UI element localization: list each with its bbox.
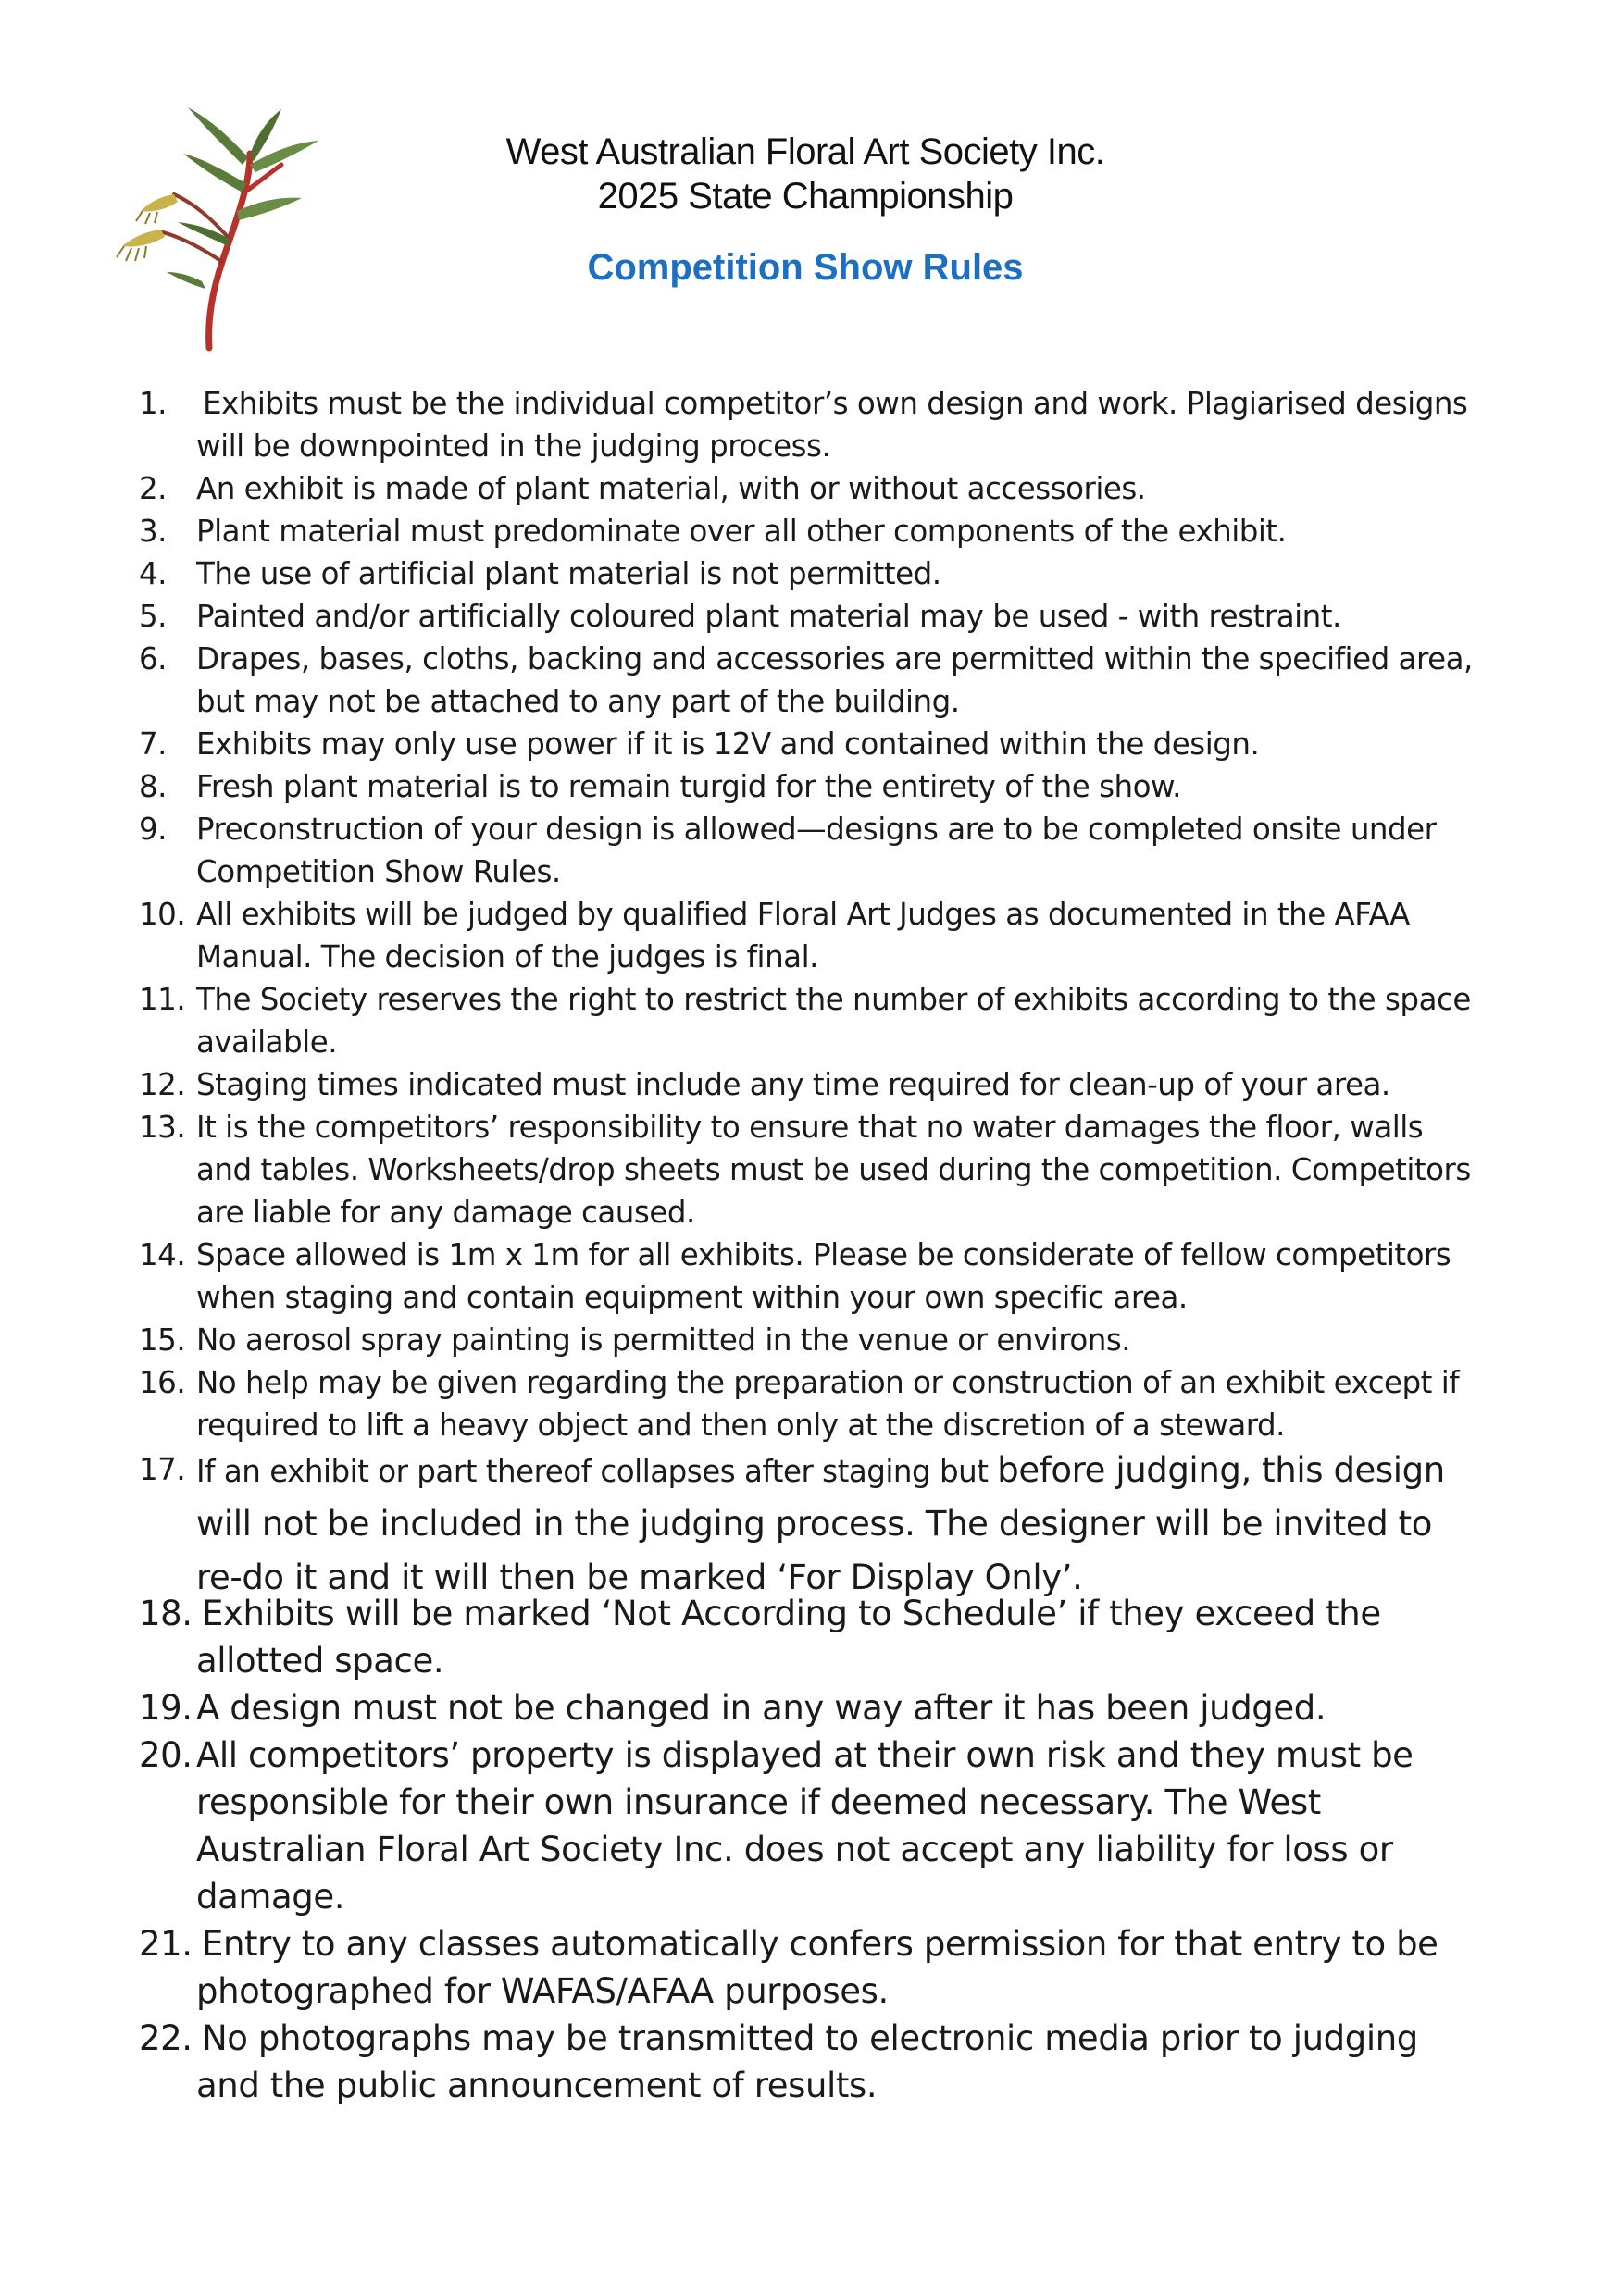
rule-text: Exhibits will be marked ‘Not According to Schedule’ if they exceed the allotted space. bbox=[196, 1594, 1381, 1681]
rule-number: 10. bbox=[139, 897, 186, 932]
rule-text: A design must not be changed in any way after it has been judged. bbox=[196, 1688, 1326, 1728]
rule-text: All exhibits will be judged by qualified Floral Art Judges as documented in the AFAA Manual. The decision of the judges is final. bbox=[196, 897, 1410, 974]
rule-text: Exhibits may only use power if it is 12V and contained within the design. bbox=[196, 726, 1260, 762]
rule-text: It is the competitors’ responsibility to ensure that no water damages the floor, walls and tables. Worksheets/drop sheets must be used during the competition. Competitors are liable for any damage caused. bbox=[196, 1110, 1471, 1230]
rule-text: An exhibit is made of plant material, with or without accessories. bbox=[196, 471, 1146, 506]
rule-text: Painted and/or artificially coloured plant material may be used - with restraint. bbox=[196, 599, 1341, 634]
rule-text: The Society reserves the right to restrict the number of exhibits according to the space available. bbox=[196, 982, 1471, 1060]
rule-text: Exhibits must be the individual competitor’s own design and work. Plagiarised designs will be downpointed in the judging process. bbox=[196, 386, 1468, 464]
rule-text: Preconstruction of your design is allowed—designs are to be completed onsite under Competition Show Rules. bbox=[196, 812, 1437, 889]
organization-name: West Australian Floral Art Society Inc. bbox=[505, 131, 1105, 172]
rule-number: 1. bbox=[139, 386, 168, 421]
rule-text: Space allowed is 1m x 1m for all exhibits. Please be considerate of fellow competitors when staging and contain equipment within your own specific area. bbox=[196, 1237, 1451, 1315]
rule-text-part: If an exhibit or part thereof collapses after staging but bbox=[196, 1454, 998, 1489]
rule-text: No help may be given regarding the preparation or construction of an exhibit except if required to lift a heavy object and then only at the discretion of a steward. bbox=[196, 1365, 1460, 1443]
rule-number: 15. bbox=[139, 1322, 186, 1358]
rule-number: 11. bbox=[139, 982, 186, 1017]
rule-text: No aerosol spray painting is permitted in the venue or environs. bbox=[196, 1322, 1131, 1358]
rule-text: No photographs may be transmitted to electronic media prior to judging and the public announcement of results. bbox=[196, 2018, 1418, 2105]
page-title: Competition Show Rules bbox=[587, 247, 1024, 288]
rule-number: 20. bbox=[139, 1735, 193, 1775]
rule-text: Staging times indicated must include any time required for clean-up of your area. bbox=[196, 1067, 1390, 1102]
rule-number: 9. bbox=[139, 812, 168, 847]
rule-number: 13. bbox=[139, 1110, 186, 1145]
rule-text: Drapes, bases, cloths, backing and accessories are permitted within the specified area, but may not be attached to any part of the building. bbox=[196, 641, 1473, 719]
rule-number: 14. bbox=[139, 1237, 186, 1272]
rule-number: 4. bbox=[139, 556, 168, 591]
rule-text: The use of artificial plant material is not permitted. bbox=[196, 556, 941, 591]
rule-number: 6. bbox=[139, 641, 168, 676]
rule-number: 12. bbox=[139, 1067, 186, 1102]
rule-text-part: before judging, this design will not be included in the judging process. The designer will be invited to re-do it and it will then be marked ‘For Display Only’. bbox=[196, 1450, 1445, 1597]
rule-text: Plant material must predominate over all other components of the exhibit. bbox=[196, 514, 1287, 549]
rule-number: 16. bbox=[139, 1365, 186, 1400]
rule-number: 19. bbox=[139, 1688, 193, 1728]
rule-number: 21. bbox=[139, 1924, 193, 1964]
rule-number: 2. bbox=[139, 471, 168, 506]
rule-number: 3. bbox=[139, 514, 168, 549]
rule-number: 17. bbox=[139, 1452, 186, 1487]
rule-number: 5. bbox=[139, 599, 168, 634]
rule-text: Entry to any classes automatically confers permission for that entry to be photographed for WAFAS/AFAA purposes. bbox=[196, 1924, 1438, 2011]
rule-number: 7. bbox=[139, 726, 168, 762]
rule-number: 22. bbox=[139, 2018, 193, 2058]
rule-number: 8. bbox=[139, 769, 168, 804]
rule-text: All competitors’ property is displayed at their own risk and they must be responsible for their own insurance if deemed necessary. The West Australian Floral Art Society Inc. does not accept any liability for loss or damage. bbox=[196, 1735, 1414, 1917]
championship-name: 2025 State Championship bbox=[597, 176, 1014, 217]
rule-text: Fresh plant material is to remain turgid for the entirety of the show. bbox=[196, 769, 1181, 804]
rule-text bbox=[196, 1446, 1481, 1607]
rule-number: 18. bbox=[139, 1594, 193, 1633]
